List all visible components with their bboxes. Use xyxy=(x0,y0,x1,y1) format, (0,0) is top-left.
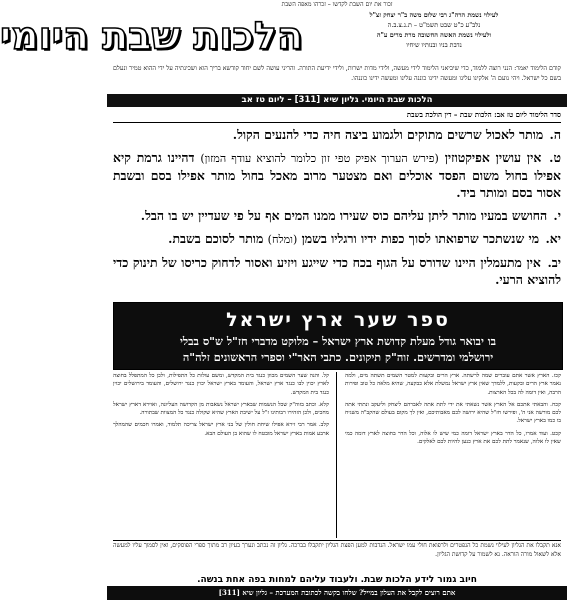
dedication-line: נלב"ע כ"ט שבט תשמ"ט – ת.נ.צ.ב.ה xyxy=(387,21,481,29)
dedication-line: ולעילוי נשמת האשה החשובה מרת מרים ע"ה xyxy=(376,31,492,39)
halacha-text: מותר לסוכם בשבת. xyxy=(168,231,264,246)
halacha-note: (פירש הערוך אפיק טפי זון כלומר להוציא עודף המזון) xyxy=(200,152,439,165)
halacha-item xyxy=(113,207,561,224)
newsletter-title: הלכות שבת היומי xyxy=(0,14,303,58)
section-heading: סדר הלימוד ליום טז אב: הלכות שבת – דין הולכת בשבת xyxy=(406,110,561,119)
halacha-text: אין מתעמלין היינו שדורס על הגוף בכח כדי שייגע ויזיע ואסור לדחוק כריסו של תינוק כדי להוציא הרעי. xyxy=(113,255,561,287)
halacha-text: החושש במעיו מותר ליתן עליהם כוס שעירו ממנו המים אף על פי שעדיין יש בו הבל. xyxy=(140,208,548,223)
intro-prayer: קודם הלימוד יאמר: הנני רוצה ללמוד, כדי שיביאני הלימוד לידי מעשה, ולידי מדות ישרות, ולידי ידיעת התורה. והריני עושה לשם יחוד קודשא בריך הוא ושכינתיה על ידי ההוא טמיר ונעלם בשם כל ישראל. ויהי נועם ה' אלקינו עלינו ומעשה ידינו כוננה עלינו ומעשה ידינו כוננהו. xyxy=(113,65,561,82)
sefer-banner xyxy=(113,302,563,370)
column-paragraph: קכט. ועוד אמרו, כל הדר בארץ ישראל דומה כמי שיש לו אלוה, וכל הדר בחוצה לארץ דומה כמי שאין לו אלוה, שנאמר לתת לכם את ארץ כנען להיות לכם לאלקים. xyxy=(345,430,561,446)
issue-bar: הלכות שבת היומי. גליון שיא [311] – ליום טז אב xyxy=(107,94,567,107)
divider xyxy=(113,540,561,541)
column-paragraph: קלא. וכתב בזוה"ק שכל הנשמות שבארץ ישראל נשאבות מן הקדושה העליונה, ואוירא דארץ ישראל מחכים, ולכן הזהירו רבותינו ז"ל על ישיבת הארץ שהיא שקולה כנגד כל המצוות שבתורה. xyxy=(113,401,329,417)
banner-subtitle: ירושלמי ומדרשים. זוה"ק תיקונים. כתבי האר"י וספרי הראשונים זלה"ה xyxy=(182,350,494,364)
halacha-item xyxy=(113,149,561,201)
dedication-box xyxy=(309,10,559,62)
footer-notice: אנא תקבלו את הגליון לעילוי נשמת כל הנפטרים ולרפואת חולי עמו ישראל. הנדבות למען הפצת הגליון יתקבלו בברכה. גליון זה נכתב ונערך בעיון רב מתוך ספרי הפוסקים, ואין לסמוך עליו למעשה אלא לשאול מורה הוראה. נא לשמור על קדושת הגליון. xyxy=(113,542,561,558)
banner-subtitle: בו יבואר גודל מעלת קדושת ארץ ישראל – מלוקט מדברי חז"ל ש"ס בבלי xyxy=(179,334,497,348)
column-paragraph: קכח. והבאתי אתכם אל הארץ אשר נשאתי את ידי לתת אתה לאברהם ליצחק וליעקב ונתתי אתה לכם מורשה אני ה', ופירשו חז"ל שהיא ירושה לכם מאבותיכם, ואין לך מקום בעולם שהקב"ה משגיח בו כמו בארץ ישראל. xyxy=(345,401,561,425)
masthead xyxy=(0,0,567,64)
column-paragraph: קכז. הארץ אשר אתם עוברים שמה לרשתה. ארץ הרים ובקעות למטר השמים תשתה מים, ולמה נאמר ארץ הרים ובקעות, ללמדך שאין ארץ ישראל נמשלת אלא כבקעה, שהיא מלאה כל טוב ופירות הרבה, ואין דומה לה בכל הארצות. xyxy=(345,373,561,396)
dedication-line: נדבת בניו ובנותיו שיחיו xyxy=(406,41,462,49)
halacha-number: י. xyxy=(553,208,561,223)
halacha-number: ט. xyxy=(549,150,561,165)
halacha-number: יא. xyxy=(545,231,561,246)
halacha-number: ה. xyxy=(549,127,561,142)
column-divider xyxy=(336,372,337,538)
halacha-text: מותר לאכול שרשים מתוקים ולגמוע ביצה חיה כדי להנעים הקול. xyxy=(232,127,544,142)
bottom-bar: אתם רוצים לקבל את העלון במייל? שלחו בקשה לכתובת המערכת – גליון שיא [311] xyxy=(107,586,567,600)
halacha-text: מי שנשתכר שרפואתו לסוך כפות ידיו ורגליו בשמן xyxy=(301,231,540,246)
halacha-text: דהיינו גרמת קיא אפילו בחול משום הפסד אוכלים ואם מצטער מרוב מאכל בחול מותר אפילו בסם ובשבת אסור בסם ומותר ביד. xyxy=(113,150,561,200)
column-right xyxy=(345,372,561,538)
halacha-text: אין עושין אפיקטוזין xyxy=(444,150,542,165)
divider xyxy=(113,122,561,123)
column-paragraph: קלב. אמר רבי זירא אפילו שיחת חולין של בני ארץ ישראל צריכה תלמוד, ואמרו חכמים שהמהלך ארבע אמות בארץ ישראל מובטח לו שהוא בן העולם הבא. xyxy=(113,422,329,437)
call-to-action: חיוב גמור לידע הלכות שבת. ולעבוד עליהם למחות בפה אחת בנשה. xyxy=(197,575,477,585)
halachot-list xyxy=(113,126,561,302)
halacha-item xyxy=(113,230,561,248)
halacha-item xyxy=(113,126,561,143)
column-paragraph: קל. והנה שער השמים מכוון כנגד בית המקדש, ומשם עולות כל התפילות, ולכן כל המתפלל בחוצה לארץ יכוין לבו כנגד ארץ ישראל, והעומד בארץ ישראל יכוין כנגד ירושלים, והעומד בירושלים יכוין כנגד בית המקדש. xyxy=(113,373,329,396)
dedication-line: לעילוי נשמת הרה"ג רבי שלום משה ב"ר יצחק זצ"ל xyxy=(369,11,499,19)
halacha-note: (ומלח) xyxy=(267,233,298,246)
halacha-number: יב. xyxy=(547,255,561,270)
banner-title: ספר שער ארץ ישראל xyxy=(226,309,450,331)
halacha-item xyxy=(113,254,561,288)
top-note: זכור את יום השבת לקדשו – זכרהו מאפה השבת xyxy=(281,1,393,8)
column-left xyxy=(113,372,329,538)
article-columns xyxy=(113,372,561,538)
